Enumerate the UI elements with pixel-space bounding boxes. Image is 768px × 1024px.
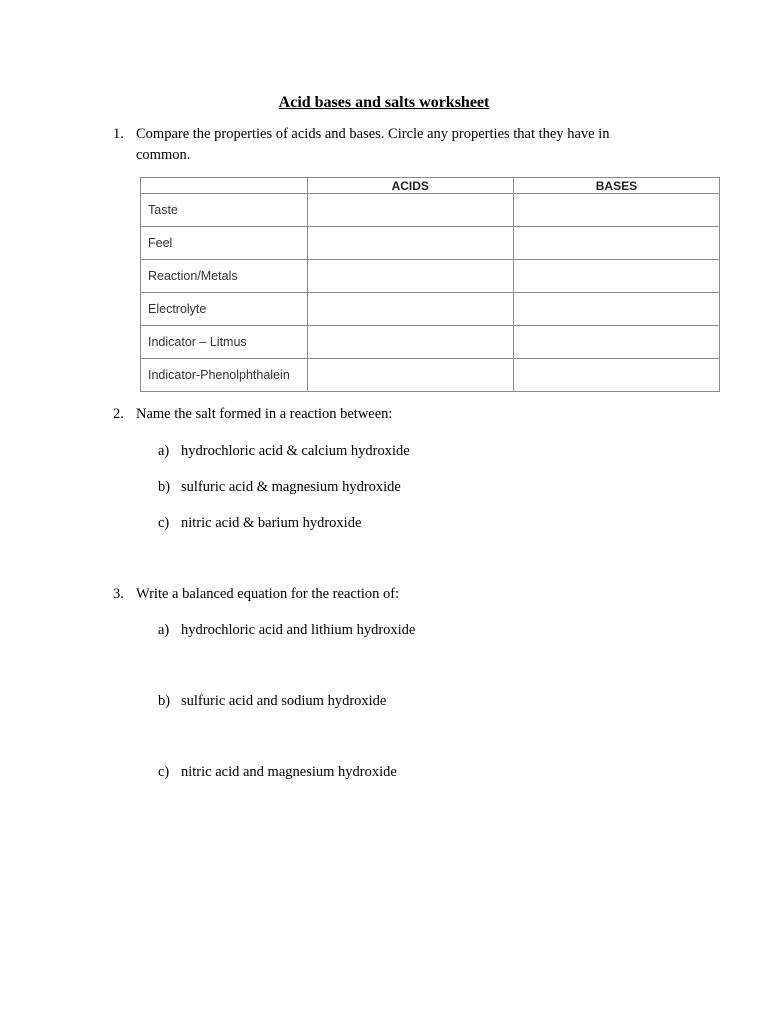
- question-2-number: 2.: [113, 406, 124, 422]
- question-1-text: Compare the properties of acids and bases. Circle any properties that they have in common.: [136, 126, 610, 163]
- question-2b-letter: b): [158, 479, 171, 495]
- table-row-label: Indicator-Phenolphthalein: [141, 359, 308, 392]
- table-row: [141, 227, 720, 260]
- table-row: [141, 359, 720, 392]
- table-row: [141, 326, 720, 359]
- question-3a-letter: a): [158, 622, 170, 638]
- table-header-bases: BASES: [513, 178, 719, 194]
- table-cell-acids-answer[interactable]: [307, 194, 513, 227]
- table-row-label: Indicator – Litmus: [141, 326, 308, 359]
- table-row: [141, 293, 720, 326]
- question-2-text: Name the salt formed in a reaction between:: [136, 406, 393, 422]
- question-2a-text: hydrochloric acid & calcium hydroxide: [181, 443, 410, 459]
- question-2c-text: nitric acid & barium hydroxide: [181, 515, 362, 531]
- table-row-label: Electrolyte: [141, 293, 308, 326]
- table-row: [141, 260, 720, 293]
- table-row-label: Reaction/Metals: [141, 260, 308, 293]
- question-3b-text: sulfuric acid and sodium hydroxide: [181, 693, 387, 709]
- question-2c-letter: c): [158, 515, 170, 531]
- question-3c-text: nitric acid and magnesium hydroxide: [181, 764, 397, 780]
- table-cell-bases-answer[interactable]: [513, 359, 719, 392]
- question-2a-letter: a): [158, 443, 170, 459]
- table-cell-bases-answer[interactable]: [513, 293, 719, 326]
- question-3-text: Write a balanced equation for the reaction of:: [136, 586, 400, 602]
- table-cell-acids-answer[interactable]: [307, 359, 513, 392]
- table-cell-bases-answer[interactable]: [513, 194, 719, 227]
- table-cell-bases-answer[interactable]: [513, 326, 719, 359]
- question-3b-letter: b): [158, 693, 171, 709]
- question-2b-text: sulfuric acid & magnesium hydroxide: [181, 479, 401, 495]
- table-cell-acids-answer[interactable]: [307, 227, 513, 260]
- page-title: Acid bases and salts worksheet: [278, 94, 490, 111]
- table-header-row: [141, 178, 720, 194]
- question-3a-text: hydrochloric acid and lithium hydroxide: [181, 622, 416, 638]
- table-header-acids: ACIDS: [307, 178, 513, 194]
- properties-table: [140, 177, 720, 392]
- question-3-number: 3.: [113, 586, 124, 602]
- table-header-property: [141, 178, 308, 194]
- table-cell-acids-answer[interactable]: [307, 326, 513, 359]
- table-cell-acids-answer[interactable]: [307, 260, 513, 293]
- table-row: [141, 194, 720, 227]
- question-3c-letter: c): [158, 764, 170, 780]
- table-row-label: Feel: [141, 227, 308, 260]
- table-row-label: Taste: [141, 194, 308, 227]
- table-cell-acids-answer[interactable]: [307, 293, 513, 326]
- table-cell-bases-answer[interactable]: [513, 227, 719, 260]
- table-cell-bases-answer[interactable]: [513, 260, 719, 293]
- question-1-number: 1.: [113, 126, 124, 142]
